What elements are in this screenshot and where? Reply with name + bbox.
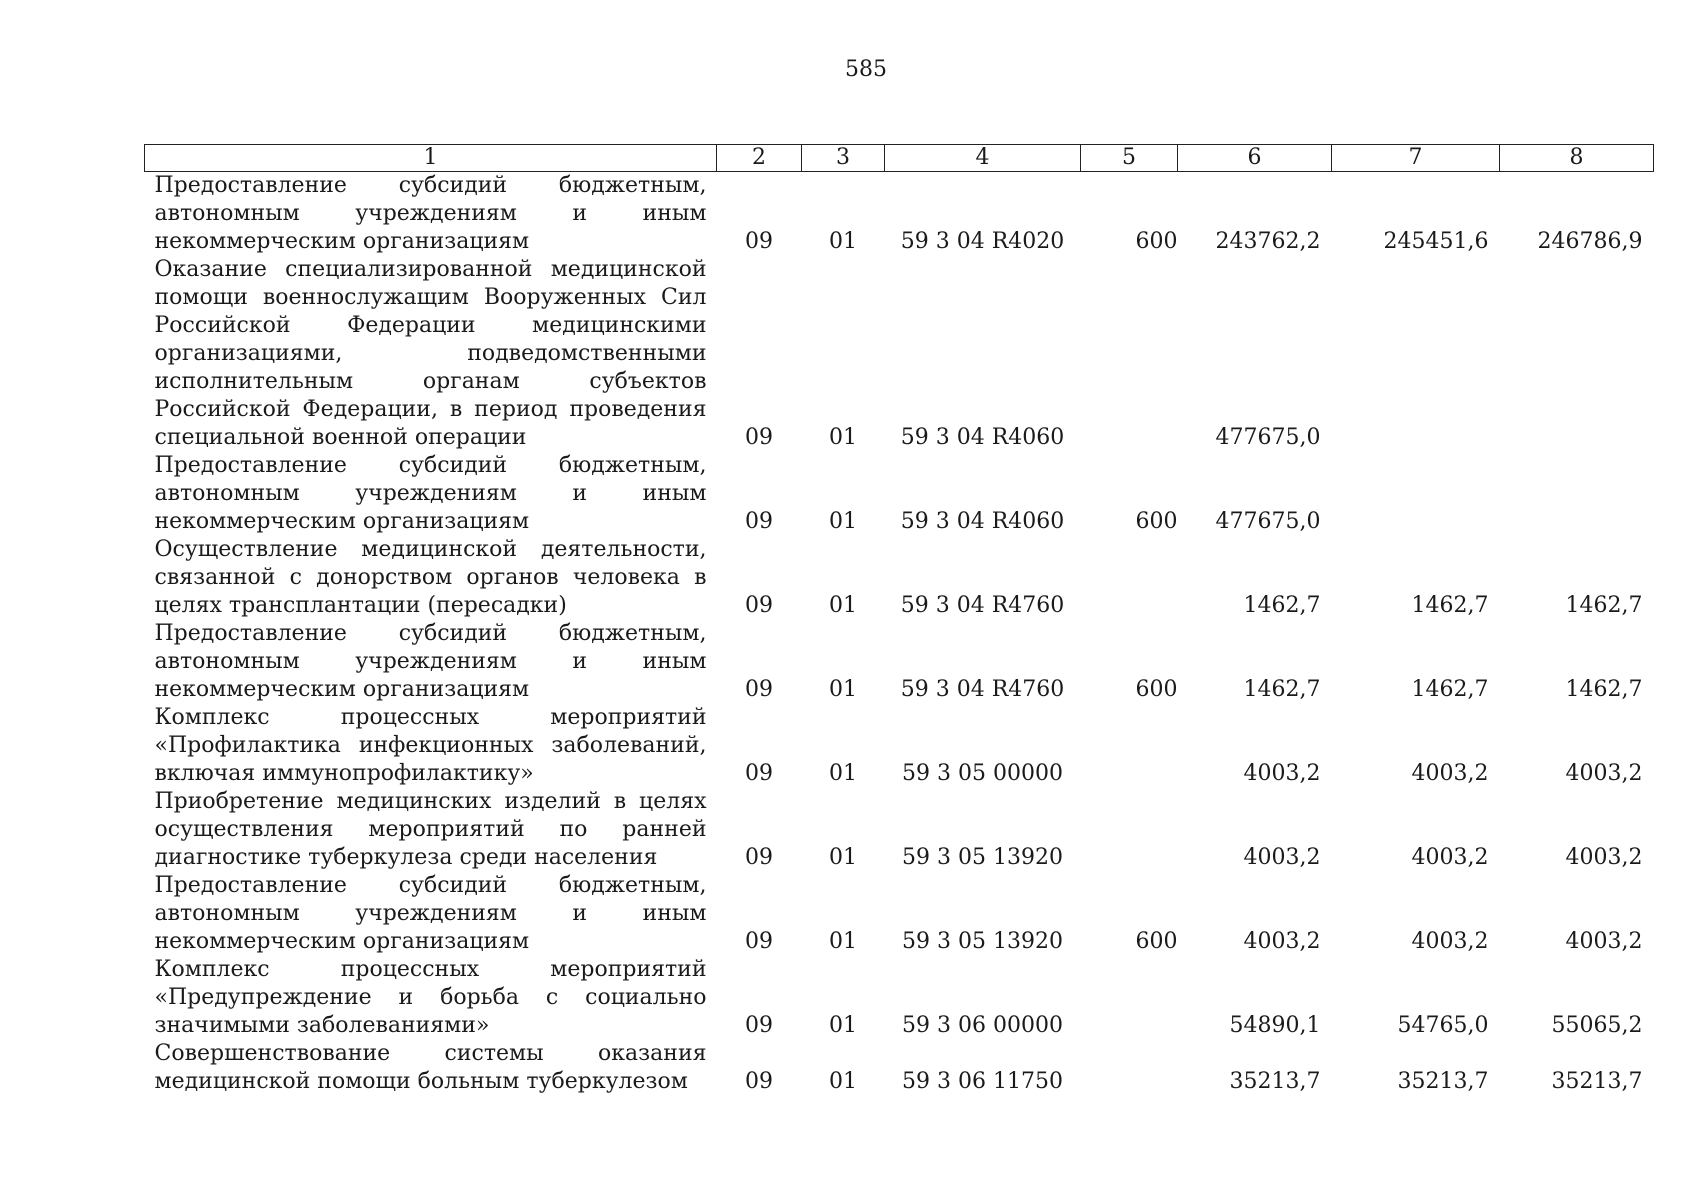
expense-type-code [1081,704,1178,788]
amount-col7: 4003,2 [1411,761,1489,786]
expense-type-code: 600 [1135,677,1178,702]
section-code: 09 [745,677,773,702]
amount-col7: 4003,2 [1411,845,1489,870]
header-cell-5: 5 [1081,145,1178,172]
subsection-code: 01 [829,593,857,618]
section-code: 09 [745,425,773,450]
row-description: Предоставление субсидий бюджетным, автономным учреждениям и иным некоммерческим организациям [154,173,707,254]
amount-col8: 4003,2 [1565,929,1643,954]
amount-col7 [1332,256,1500,452]
amount-col7 [1332,452,1500,536]
amount-col7: 4003,2 [1411,929,1489,954]
expense-type-code [1081,788,1178,872]
budget-table [144,144,1654,1096]
amount-col8: 35213,7 [1551,1069,1643,1094]
target-article-code: 59 3 04 R4060 [900,425,1065,450]
amount-col8: 1462,7 [1565,677,1643,702]
amount-col6: 4003,2 [1243,845,1321,870]
subsection-code: 01 [829,229,857,254]
amount-col6: 35213,7 [1229,1069,1321,1094]
section-code: 09 [745,845,773,870]
section-code: 09 [745,1069,773,1094]
amount-col7: 1462,7 [1411,677,1489,702]
table-row [145,452,1654,536]
page-number: 585 [845,57,887,82]
header-cell-6: 6 [1178,145,1332,172]
expense-type-code [1081,956,1178,1040]
target-article-code: 59 3 04 R4060 [900,509,1065,534]
subsection-code: 01 [829,845,857,870]
table-row [145,536,1654,620]
row-description: Предоставление субсидий бюджетным, автономным учреждениям и иным некоммерческим организациям [154,873,707,954]
amount-col8 [1500,452,1654,536]
subsection-code: 01 [829,425,857,450]
section-code: 09 [745,1013,773,1038]
subsection-code: 01 [829,761,857,786]
amount-col8: 55065,2 [1551,1013,1643,1038]
row-description: Оказание специализированной медицинской помощи военнослужащим Вооруженных Сил Российской Федерации медицинскими организациями, подведомственными исполнительным органам субъектов Российской Федерации, в период проведения специальной военной операции [154,257,707,450]
header-cell-3: 3 [802,145,885,172]
expense-type-code [1081,1040,1178,1096]
expense-type-code: 600 [1135,509,1178,534]
row-description: Приобретение медицинских изделий в целях осуществления мероприятий по ранней диагностике туберкулеза среди населения [154,789,707,870]
subsection-code: 01 [829,509,857,534]
amount-col8: 1462,7 [1565,593,1643,618]
target-article-code: 59 3 04 R4760 [900,593,1065,618]
amount-col8 [1500,256,1654,452]
row-description: Предоставление субсидий бюджетным, автономным учреждениям и иным некоммерческим организациям [154,621,707,702]
amount-col6: 477675,0 [1215,509,1321,534]
amount-col6: 477675,0 [1215,425,1321,450]
subsection-code: 01 [829,1013,857,1038]
target-article-code: 59 3 05 13920 [902,845,1063,870]
expense-type-code [1081,256,1178,452]
target-article-code: 59 3 04 R4760 [900,677,1065,702]
table-row [145,256,1654,452]
target-article-code: 59 3 06 11750 [902,1069,1063,1094]
table-row [145,620,1654,704]
row-description: Осуществление медицинской деятельности, связанной с донорством органов человека в целях трансплантации (пересадки) [154,537,707,618]
expense-type-code [1081,536,1178,620]
amount-col6: 1462,7 [1243,593,1321,618]
expense-type-code: 600 [1135,929,1178,954]
amount-col6: 54890,1 [1229,1013,1321,1038]
table-row [145,704,1654,788]
amount-col6: 4003,2 [1243,761,1321,786]
amount-col8: 4003,2 [1565,845,1643,870]
header-cell-2: 2 [717,145,802,172]
amount-col7: 54765,0 [1397,1013,1489,1038]
section-code: 09 [745,761,773,786]
header-cell-1: 1 [145,145,717,172]
amount-col7: 1462,7 [1411,593,1489,618]
row-description: Комплекс процессных мероприятий «Профилактика инфекционных заболеваний, включая иммунопрофилактику» [154,705,707,786]
amount-col7: 35213,7 [1397,1069,1489,1094]
row-description: Совершенствование системы оказания медицинской помощи больным туберкулезом [154,1041,707,1094]
table-row [145,1040,1654,1096]
subsection-code: 01 [829,929,857,954]
section-code: 09 [745,229,773,254]
header-cell-4: 4 [885,145,1081,172]
amount-col8: 246786,9 [1537,229,1643,254]
amount-col6: 1462,7 [1243,677,1321,702]
amount-col6: 4003,2 [1243,929,1321,954]
row-description: Комплекс процессных мероприятий «Предупреждение и борьба с социально значимыми заболеваниями» [154,957,707,1038]
amount-col8: 4003,2 [1565,761,1643,786]
header-cell-8: 8 [1500,145,1654,172]
table-row [145,788,1654,872]
amount-col7: 245451,6 [1383,229,1489,254]
table-row [145,172,1654,257]
target-article-code: 59 3 05 13920 [902,929,1063,954]
row-description: Предоставление субсидий бюджетным, автономным учреждениям и иным некоммерческим организациям [154,453,707,534]
table-row [145,872,1654,956]
target-article-code: 59 3 04 R4020 [900,229,1065,254]
header-row [145,145,1654,172]
table-row [145,956,1654,1040]
subsection-code: 01 [829,677,857,702]
header-cell-7: 7 [1332,145,1500,172]
section-code: 09 [745,509,773,534]
subsection-code: 01 [829,1069,857,1094]
target-article-code: 59 3 06 00000 [902,1013,1063,1038]
expense-type-code: 600 [1135,229,1178,254]
amount-col6: 243762,2 [1215,229,1321,254]
target-article-code: 59 3 05 00000 [902,761,1063,786]
section-code: 09 [745,929,773,954]
section-code: 09 [745,593,773,618]
